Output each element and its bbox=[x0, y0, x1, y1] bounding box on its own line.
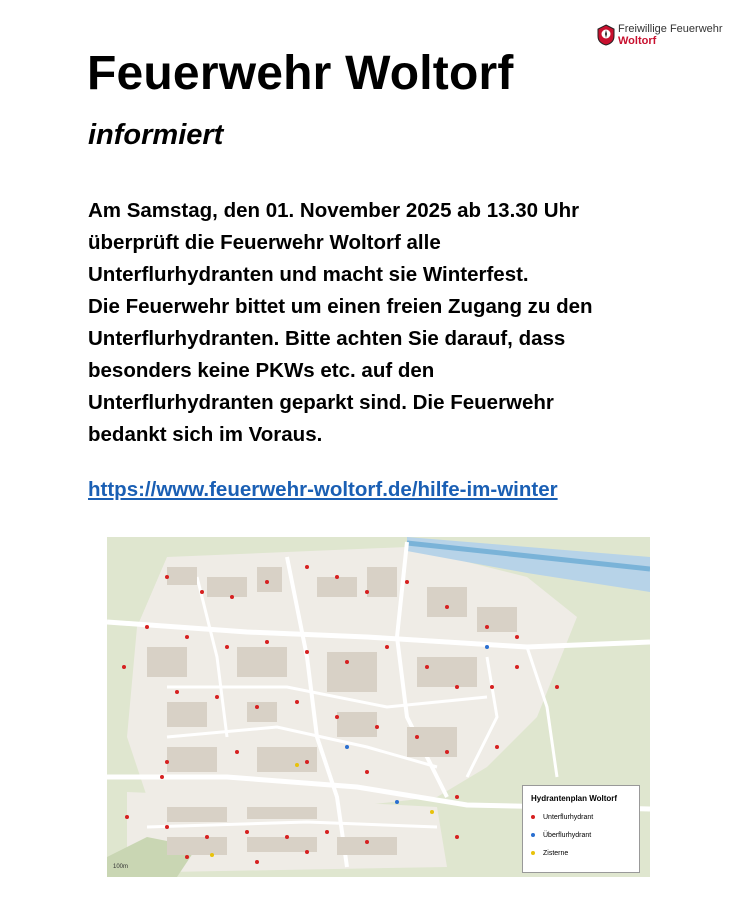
info-link[interactable]: https://www.feuerwehr-woltorf.de/hilfe-im-winter bbox=[88, 478, 558, 501]
legend-title: Hydrantenplan Woltorf bbox=[531, 794, 618, 803]
page-title: Feuerwehr Woltorf bbox=[87, 47, 514, 100]
logo-line-1: Freiwillige Feuerwehr bbox=[618, 23, 723, 35]
page-subtitle: informiert bbox=[88, 119, 224, 151]
announcement-text bbox=[88, 195, 688, 451]
legend-item bbox=[531, 814, 593, 821]
announcement-line: Am Samstag, den 01. November 2025 ab 13.30 Uhr bbox=[88, 199, 580, 222]
blue-dot-icon bbox=[531, 833, 535, 837]
legend-label: Unterflurhydrant bbox=[543, 814, 594, 821]
announcement-line: überprüft die Feuerwehr Woltorf alle bbox=[88, 231, 441, 254]
fire-brigade-emblem-icon bbox=[596, 24, 616, 46]
hydrant-map bbox=[107, 537, 650, 877]
announcement-line: Unterflurhydranten. Bitte achten Sie darauf, dass bbox=[88, 327, 566, 350]
announcement-line: Unterflurhydranten geparkt sind. Die Feuerwehr bbox=[88, 391, 554, 414]
map-legend bbox=[522, 785, 640, 873]
legend-label: Zisterne bbox=[543, 850, 569, 857]
legend-item bbox=[531, 832, 591, 839]
fire-brigade-logo bbox=[596, 22, 746, 48]
announcement-line: Die Feuerwehr bittet um einen freien Zugang zu den bbox=[88, 295, 593, 318]
announcement-line: besonders keine PKWs etc. auf den bbox=[88, 359, 435, 382]
legend-label: Überflurhydrant bbox=[543, 832, 592, 839]
yellow-dot-icon bbox=[531, 851, 535, 855]
red-dot-icon bbox=[531, 815, 535, 819]
logo-line-2: Woltorf bbox=[618, 35, 657, 47]
map-scale: 100m bbox=[113, 864, 129, 870]
announcement-line: Unterflurhydranten und macht sie Winterfest. bbox=[88, 263, 529, 286]
legend-item bbox=[531, 850, 568, 857]
announcement-line: bedankt sich im Voraus. bbox=[88, 423, 323, 446]
